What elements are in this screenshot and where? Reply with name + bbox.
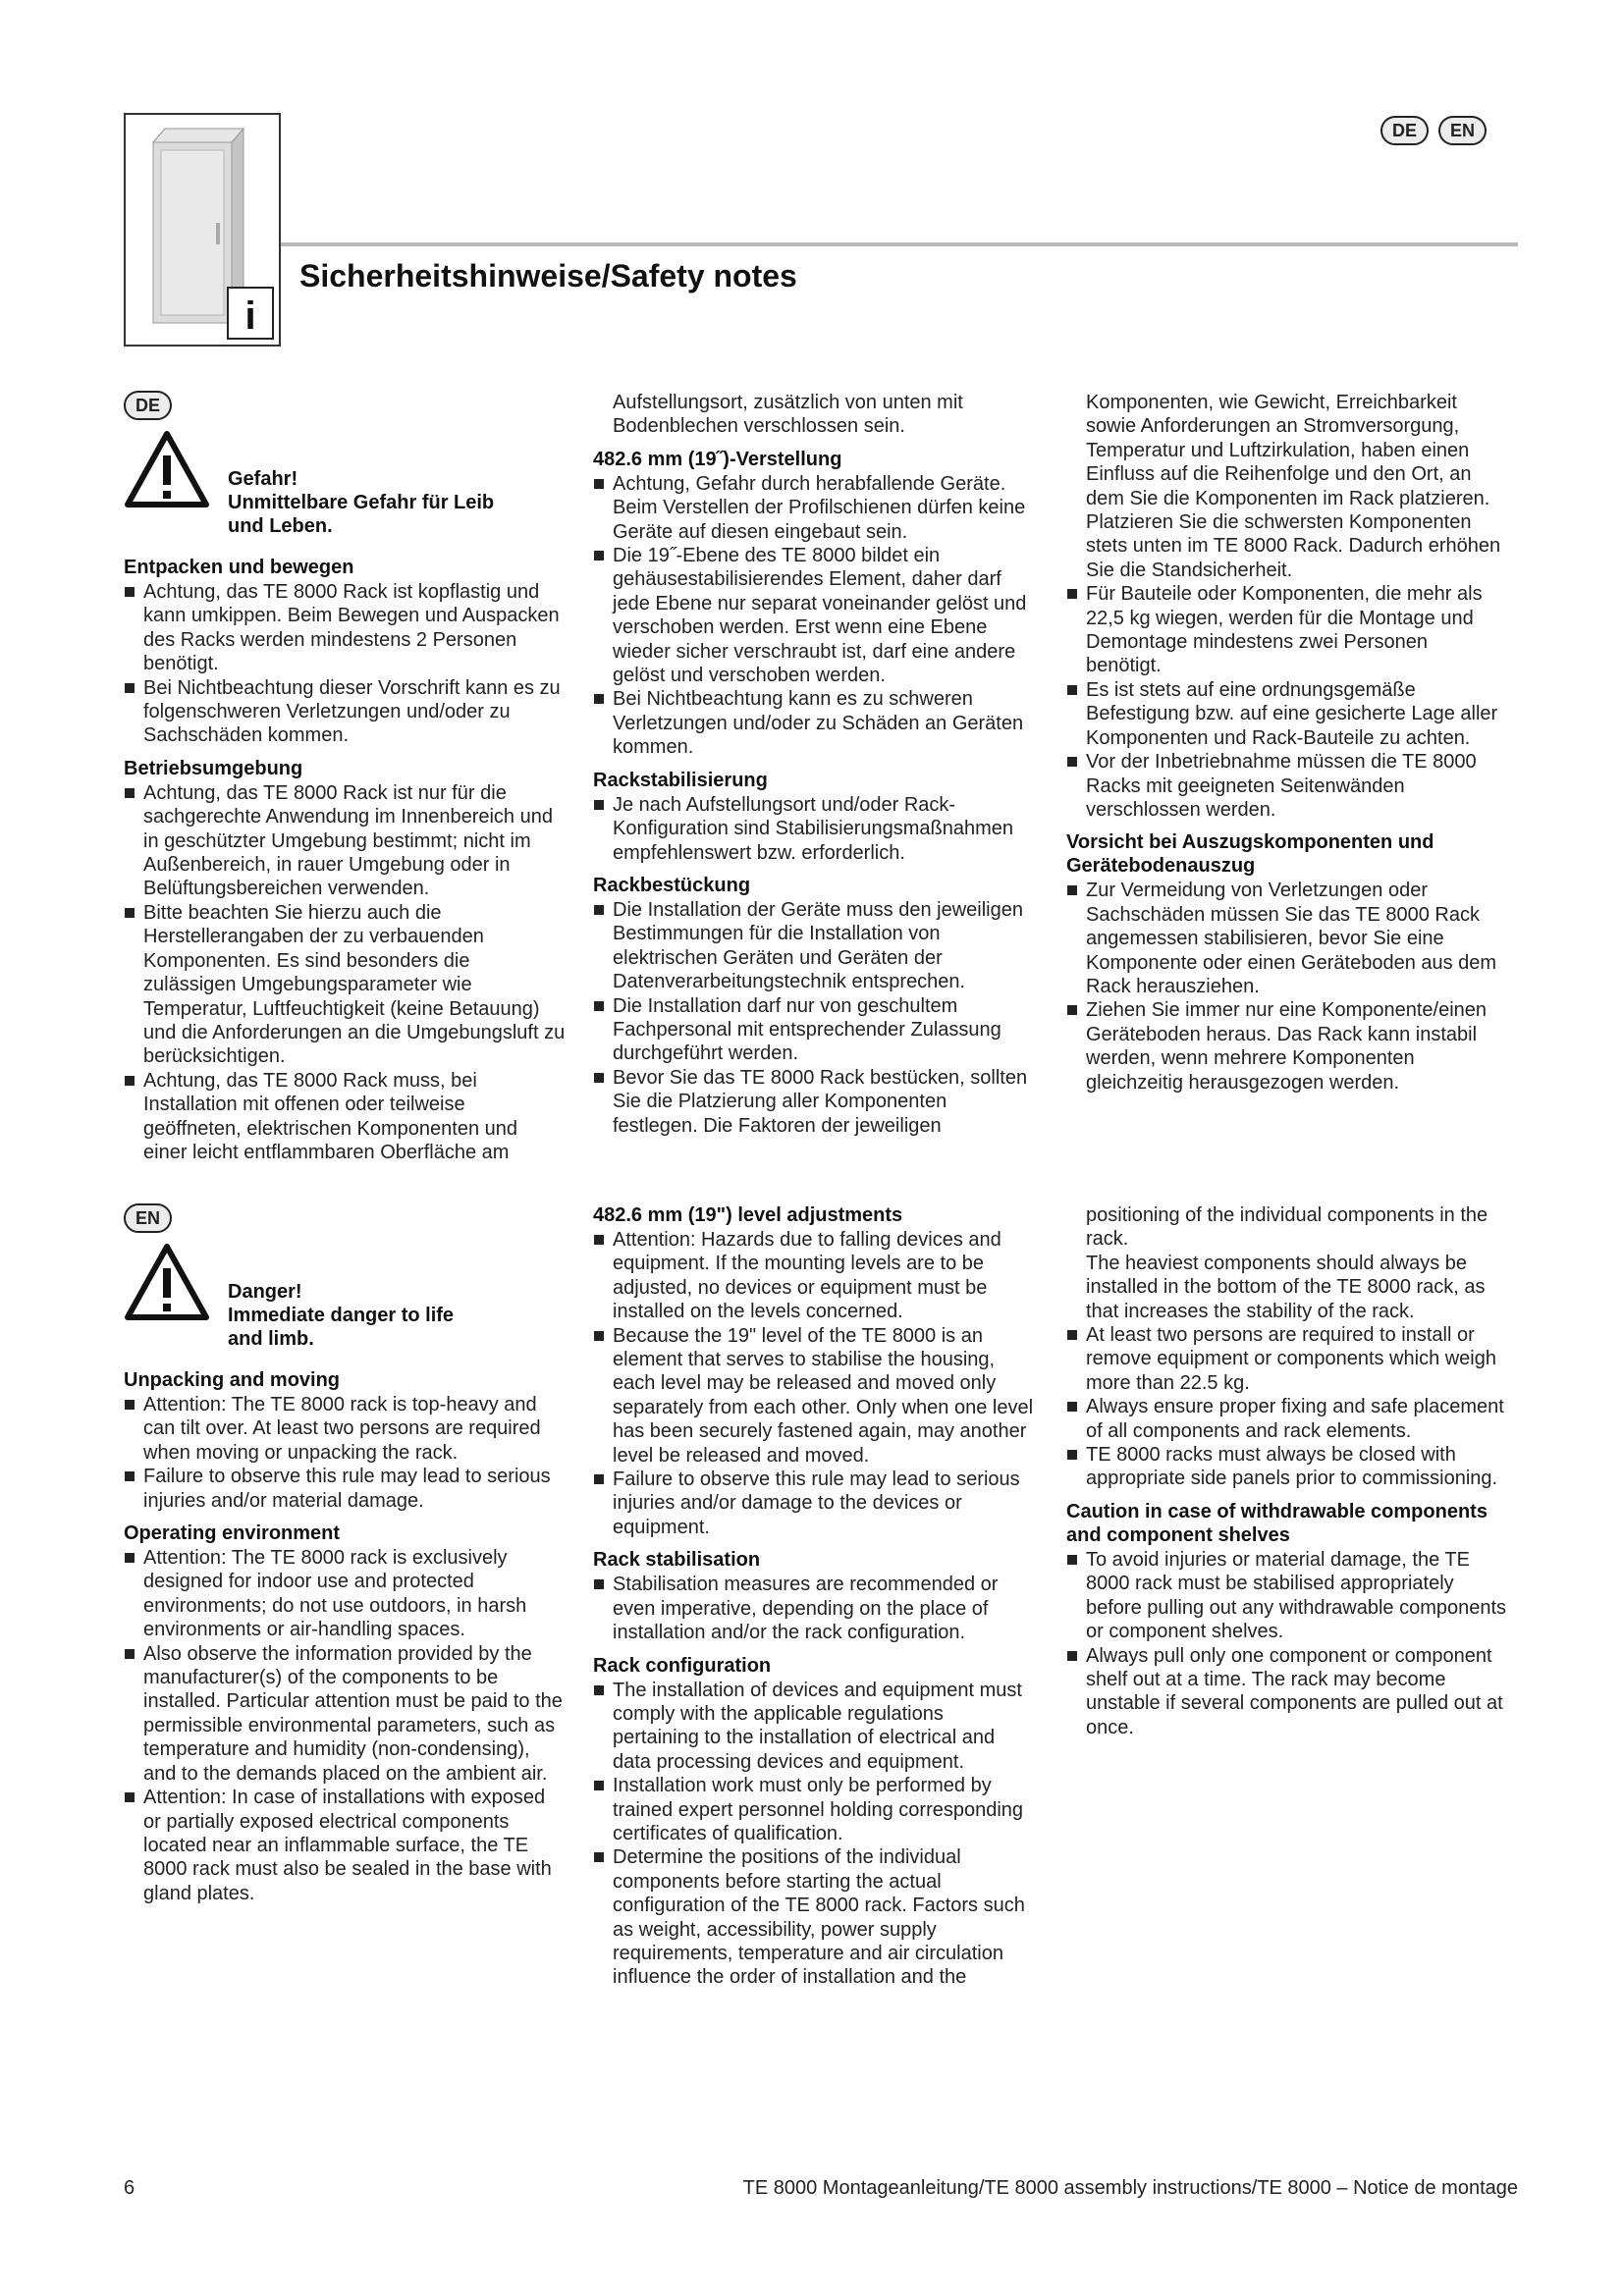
bullet-item: Attention: In case of installations with exposed or partially exposed electrical components located near an inflammable surface, the TE 8000 rack must also be sealed in the base with gland plates. <box>124 1786 566 1905</box>
bullet-item: Es ist stets auf eine ordnungsgemäße Befestigung bzw. auf eine gesicherte Lage aller Komponenten und Rack-Bauteile zu achten. <box>1066 678 1508 750</box>
bullet-item: Failure to observe this rule may lead to serious injuries and/or damage to the devices or equipment. <box>593 1468 1035 1539</box>
continuation-text: positioning of the individual components in the rack. <box>1086 1204 1488 1251</box>
danger-text-line: Immediate danger to life <box>228 1305 455 1326</box>
bullet-item: Je nach Aufstellungsort und/oder Rack-Konfiguration sind Stabilisierungsmaßnahmen empfehlenswert bzw. erforderlich. <box>593 793 1035 865</box>
page-number: 6 <box>124 2177 135 2199</box>
heading-operating-environment: Operating environment <box>124 1522 341 1545</box>
rack-cabinet-icon <box>126 115 279 345</box>
bullet-item: Determine the positions of the individual components before starting the actual configuration of the TE 8000 rack. Factors such as weight, accessibility, power supply requirements, temperature and air circulation influence the order of installation and the <box>593 1845 1035 1989</box>
heading-rack-stabilisation: Rack stabilisation <box>593 1549 761 1572</box>
en-column-3 <box>1066 1203 1508 1739</box>
heading-withdrawable-components: Caution in case of withdrawable components and component shelves <box>1066 1500 1488 1546</box>
footer-document-title: TE 8000 Montageanleitung/TE 8000 assembly instructions/TE 8000 – Notice de montage <box>742 2177 1518 2199</box>
bullet-item: Bei Nichtbeachtung dieser Vorschrift kann es zu folgenschweren Verletzungen und/oder zu Sachschäden kommen. <box>124 676 566 748</box>
bullet-item: Für Bauteile oder Komponenten, die mehr als 22,5 kg wiegen, werden für die Montage und Demontage mindestens zwei Personen benötigt. <box>1066 582 1508 678</box>
heading-betriebsumgebung: Betriebsumgebung <box>124 757 303 779</box>
heading-19-verstellung: 482.6 mm (19˝)-Verstellung <box>593 448 842 470</box>
bullet-item: Stabilisation measures are recommended or even imperative, depending on the place of installation and/or the rack configuration. <box>593 1573 1035 1644</box>
lang-badge-de: DE <box>1380 116 1429 145</box>
heading-level-adjustments: 482.6 mm (19") level adjustments <box>593 1204 903 1226</box>
page-title: Sicherheitshinweise/Safety notes <box>299 258 797 294</box>
continuation-text: Platzieren Sie die schwersten Komponenten stets unten im TE 8000 Rack. Dadurch erhöhen Sie die Standsicherheit. <box>1086 511 1501 581</box>
warning-triangle-icon <box>124 1243 210 1321</box>
bullet-item: Achtung, Gefahr durch herabfallende Geräte. Beim Verstellen der Profilschienen dürfen keine Geräte auf diesen eingebaut sein. <box>593 472 1035 544</box>
bullet-item: Bitte beachten Sie hierzu auch die Herstellerangaben der zu verbauenden Komponenten. Es sind besonders die zulässigen Umgebungsparameter wie Temperatur, Luftfeuchtigkeit (keine Betauung) und die Anforderungen an die Umgebungsluft zu berücksichtigen. <box>124 901 566 1069</box>
bullet-item: At least two persons are required to install or remove equipment or components which weigh more than 22.5 kg. <box>1066 1323 1508 1395</box>
bullet-item: Also observe the information provided by the manufacturer(s) of the components to be installed. Particular attention must be paid to the permissible environmental parameters, such as temperature and humidity (non-condensing), and to the demands placed on the ambient air. <box>124 1642 566 1786</box>
continuation-text: The heaviest components should always be installed in the bottom of the TE 8000 rack, as that increases the stability of the rack. <box>1086 1252 1486 1322</box>
danger-text-line: und Leben. <box>228 515 333 537</box>
danger-notice-en <box>124 1243 566 1351</box>
en-column-1 <box>124 1203 566 1905</box>
bullet-item: Always ensure proper fixing and safe placement of all components and rack elements. <box>1066 1395 1508 1443</box>
bullet-item: Die Installation darf nur von geschultem Fachpersonal mit entsprechender Zulassung durchgeführt werden. <box>593 994 1035 1066</box>
bullet-item: Attention: The TE 8000 rack is exclusively designed for indoor use and protected environments; do not use outdoors, in harsh environments or air-handling spaces. <box>124 1546 566 1642</box>
bullet-item: To avoid injuries or material damage, the TE 8000 rack must be stabilised appropriately before pulling out any withdrawable components or component shelves. <box>1066 1548 1508 1644</box>
bullet-item: The installation of devices and equipment must comply with the applicable regulations pertaining to the installation of electrical and data processing devices and equipment. <box>593 1679 1035 1775</box>
danger-text-line: Unmittelbare Gefahr für Leib <box>228 492 495 513</box>
language-badges <box>1380 116 1487 145</box>
header-rack-image <box>124 113 281 347</box>
danger-label: Gefahr! <box>228 468 298 490</box>
danger-notice-de <box>124 430 566 538</box>
heading-entpacken: Entpacken und bewegen <box>124 557 354 578</box>
en-column-2 <box>593 1203 1035 1990</box>
heading-rackbestueckung: Rackbestückung <box>593 874 751 896</box>
bullet-item: Always pull only one component or component shelf out at a time. The rack may become unstable if several components are pulled out at once. <box>1066 1644 1508 1740</box>
de-column-2 <box>593 391 1035 1138</box>
warning-triangle-icon <box>124 430 210 508</box>
heading-unpacking: Unpacking and moving <box>124 1369 341 1391</box>
bullet-item: Bevor Sie das TE 8000 Rack bestücken, sollten Sie die Platzierung aller Komponenten festlegen. Die Faktoren der jeweiligen <box>593 1066 1035 1138</box>
danger-label: Danger! <box>228 1281 302 1303</box>
bullet-item: Vor der Inbetriebnahme müssen die TE 8000 Racks mit geeigneten Seitenwänden verschlossen werden. <box>1066 750 1508 822</box>
bullet-item: Bei Nichtbeachtung kann es zu schweren Verletzungen und/oder zu Schäden an Geräten kommen. <box>593 687 1035 759</box>
info-icon: i <box>244 294 256 338</box>
bullet-item: Die Installation der Geräte muss den jeweiligen Bestimmungen für die Installation von elektrischen Geräten und Geräten der Datenverarbeitungstechnik entsprechen. <box>593 898 1035 994</box>
bullet-item: Attention: The TE 8000 rack is top-heavy and can tilt over. At least two persons are required when moving or unpacking the rack. <box>124 1393 566 1465</box>
section-badge-en: EN <box>124 1203 172 1233</box>
bullet-item: Because the 19" level of the TE 8000 is an element that serves to stabilise the housing, each level may be released and moved only separately from each other. Only when one level has been securely fastened again, may another level be released and moved. <box>593 1324 1035 1468</box>
bullet-item: Achtung, das TE 8000 Rack muss, bei Installation mit offenen oder teilweise geöffneten, elektrischen Komponenten und einer leicht entflammbaren Oberfläche am <box>124 1069 566 1165</box>
bullet-item: Achtung, das TE 8000 Rack ist kopflastig und kann umkippen. Beim Bewegen und Auspacken des Racks werden mindestens 2 Personen benötigt. <box>124 580 566 676</box>
de-column-3 <box>1066 391 1508 1095</box>
bullet-item: Installation work must only be performed by trained expert personnel holding corresponding certificates of qualification. <box>593 1774 1035 1845</box>
bullet-item: TE 8000 racks must always be closed with appropriate side panels prior to commissioning. <box>1066 1443 1508 1491</box>
continuation-text: Aufstellungsort, zusätzlich von unten mit Bodenblechen verschlossen sein. <box>613 392 963 438</box>
header-rule <box>281 242 1518 246</box>
de-column-1 <box>124 391 566 1164</box>
bullet-item: Zur Vermeidung von Verletzungen oder Sachschäden müssen Sie das TE 8000 Rack angemessen stabilisieren, bevor Sie eine Komponente oder einen Geräteboden aus dem Rack herausziehen. <box>1066 879 1508 998</box>
bullet-item: Attention: Hazards due to falling devices and equipment. If the mounting levels are to be adjusted, no devices or equipment must be installed on the levels concerned. <box>593 1228 1035 1324</box>
heading-rackstabilisierung: Rackstabilisierung <box>593 769 768 791</box>
continuation-text: Komponenten, wie Gewicht, Erreichbarkeit sowie Anforderungen an Stromversorgung, Temperatur und Luftzirkulation, haben einen Einfluss auf die Reihenfolge und den Ort, an dem Sie die Komponenten im Rack platzieren. <box>1086 392 1490 509</box>
heading-rack-configuration: Rack configuration <box>593 1654 772 1677</box>
bullet-item: Die 19˝-Ebene des TE 8000 bildet ein gehäusestabilisierendes Element, daher darf jede Ebene nur separat voneinander gelöst und verschoben werden. Erst wenn eine Ebene wieder sicher verschraubt ist, darf eine andere gelöst und verschoben werden. <box>593 544 1035 687</box>
danger-text-line: and limb. <box>228 1328 314 1350</box>
lang-badge-en: EN <box>1438 116 1487 145</box>
bullet-item: Achtung, das TE 8000 Rack ist nur für die sachgerechte Anwendung im Innenbereich und in geschützter Umgebung bestimmt; nicht im Außenbereich, in rauer Umgebung oder in Belüftungsbereichen verwenden. <box>124 781 566 901</box>
bullet-item: Ziehen Sie immer nur eine Komponente/einen Geräteboden heraus. Das Rack kann instabil werden, wenn mehrere Komponenten gleichzeitig herausgezogen werden. <box>1066 998 1508 1095</box>
section-badge-de: DE <box>124 391 172 420</box>
bullet-item: Failure to observe this rule may lead to serious injuries and/or material damage. <box>124 1465 566 1513</box>
heading-auszugskomponenten: Vorsicht bei Auszugskomponenten und Gerätebodenauszug <box>1066 831 1434 878</box>
